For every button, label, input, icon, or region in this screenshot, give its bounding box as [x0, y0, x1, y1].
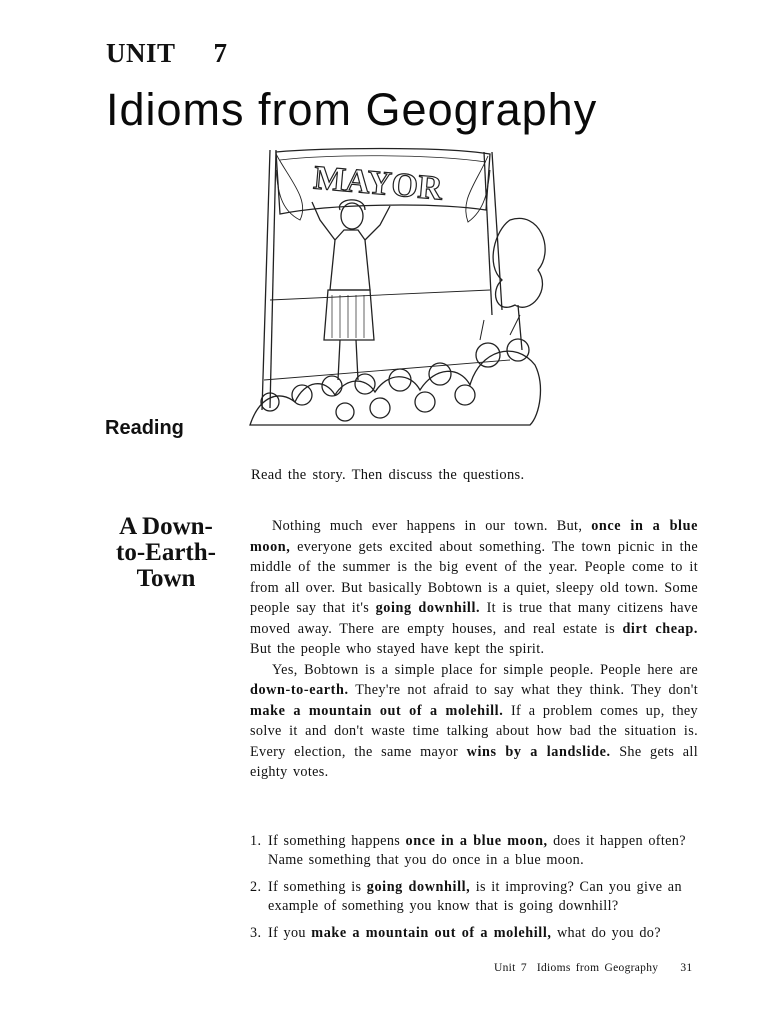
story-paragraph [250, 516, 698, 660]
idiom-term: going downhill. [375, 600, 481, 616]
story-text: She gets all eighty votes. [250, 743, 698, 780]
question-text: If something happens [268, 833, 406, 849]
instruction-text: Read the story. Then discuss the questions. [251, 467, 525, 483]
page-footer [494, 962, 692, 974]
story-text: But the people who stayed have kept the spirit. [250, 641, 545, 657]
story-title-line: Town [136, 565, 196, 592]
question-text: is it improving? Can you give an example of something you know that is going downhill? [268, 879, 682, 914]
story-text: They're not afraid to say what they think. They don't [348, 682, 698, 698]
idiom-term: wins by a landslide. [466, 743, 611, 760]
question-text: If you [268, 925, 312, 941]
question-text: does it happen often? Name something that you do once in a blue moon. [268, 833, 686, 868]
question-number: 1. [250, 833, 262, 849]
story-body [250, 516, 698, 783]
story-text: Yes, Bobtown is a simple place for simple people. People here are [272, 661, 698, 678]
story-title [104, 514, 228, 592]
question-list [250, 832, 710, 951]
page-title: Idioms from Geography [106, 84, 598, 135]
story-text: Nothing much ever happens in our town. But, [272, 518, 592, 534]
idiom-term: down-to-earth. [250, 682, 349, 698]
section-heading: Reading [105, 417, 184, 439]
page-number: 31 [680, 962, 693, 974]
idiom-term: going downhill, [366, 879, 471, 895]
question-text: If something is [268, 879, 367, 895]
mayor-illustration [240, 140, 550, 432]
idiom-term: once in a blue moon, [250, 518, 698, 555]
story-title-line: A Down- [119, 513, 213, 540]
footer-title: Idioms from Geography [536, 962, 659, 974]
unit-label: UNIT [106, 38, 176, 68]
story-text: everyone gets excited about something. The town picnic in the middle of the summer is the big event of the year. People come to it from all over. But basically Bobtown is a quiet, sleepy old town. Some people say that it's [250, 538, 698, 616]
story-text: It is true that many citizens have moved away. There are empty houses, and real estate is [250, 600, 698, 637]
idiom-term: make a mountain out of a molehill. [250, 702, 504, 719]
question-number: 2. [250, 879, 262, 895]
question-item [250, 924, 710, 943]
unit-heading [106, 38, 228, 69]
idiom-term: make a mountain out of a molehill, [311, 925, 552, 941]
unit-number: 7 [213, 38, 228, 68]
banner-text: MAYOR [312, 159, 444, 208]
question-item [250, 878, 710, 916]
question-text: what do you do? [551, 925, 661, 941]
idiom-term: dirt cheap. [622, 620, 698, 637]
idiom-term: once in a blue moon, [405, 833, 548, 849]
story-title-line: to-Earth- [116, 539, 216, 566]
footer-unit: Unit 7 [494, 962, 527, 974]
question-item [250, 832, 710, 870]
story-text: If a problem comes up, they solve it and don't waste time talking about how bad the situation is. Every election, the same mayor [250, 702, 698, 760]
story-paragraph [250, 660, 698, 783]
question-number: 3. [250, 925, 262, 941]
